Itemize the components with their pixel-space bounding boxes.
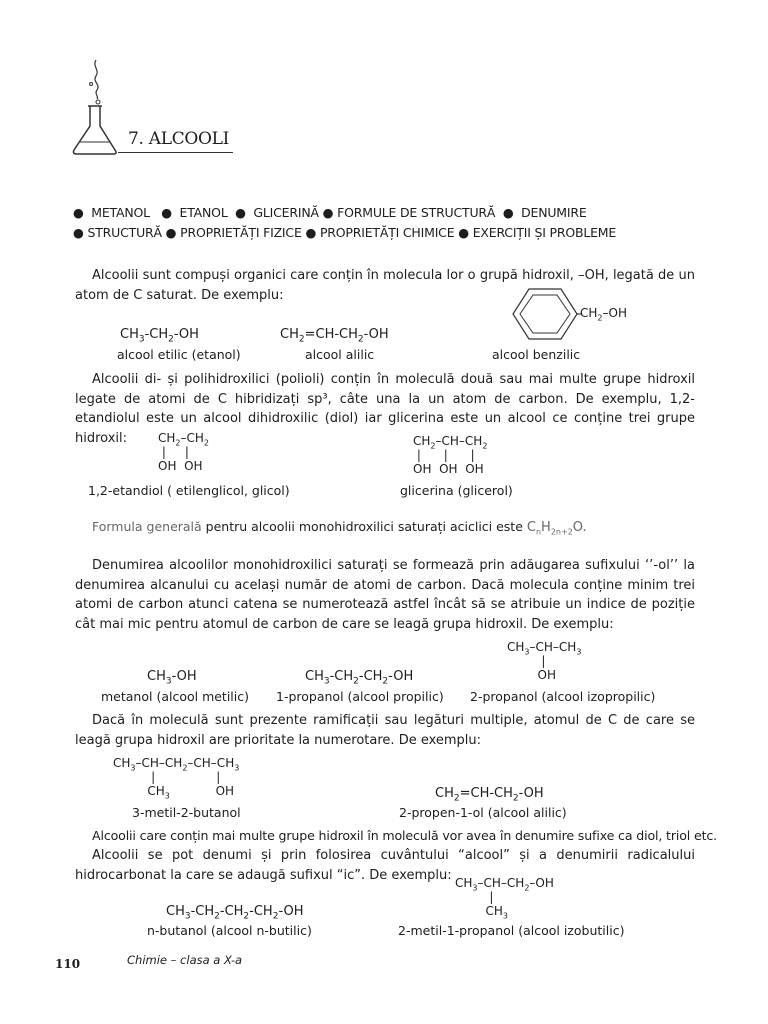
bullet-icon: ●	[458, 225, 469, 240]
page-number: 110	[55, 957, 81, 971]
bullet-icon: ●	[73, 225, 84, 240]
topic-item: PROPRIETĂȚI FIZICE	[180, 225, 302, 240]
isobutanol-structure: $CH_3-CH-CH_2-OH$ | $CH_3$	[455, 876, 554, 921]
benzyl-ch2oh: $CH_2-OH$	[580, 306, 627, 323]
label-butanol: n-butanol (alcool n-butilic)	[147, 923, 312, 938]
bullet-icon: ●	[165, 225, 177, 240]
book-title: Chimie – clasa a X-a	[127, 953, 243, 967]
label-methylbutanol: 3-metil-2-butanol	[132, 805, 241, 820]
label-glycerol: glicerina (glicerol)	[400, 483, 513, 498]
naming-paragraph: Denumirea alcoolilor monohidroxilici saturați se formează prin adăugarea sufixului ‘’-ol’’ la denumirea alcanului cu același număr de atomi de carbon. Dacă molecula conține minim trei atomi de carbon atunci catena se numerotează astfel încât să se atribuie un indice de poziție cât mai mic pentru atomul de carbon de care se leagă grupa hidroxil. De exemplu:	[75, 558, 695, 632]
topic-item: DENUMIRE	[521, 205, 587, 220]
ethanediol-structure: $CH_2-CH_2$ | | OH OH	[158, 431, 209, 473]
propanol1-formula: $CH_3-CH_2-CH_2-OH$	[305, 669, 414, 687]
label-propanol2: 2-propanol (alcool izopropilic)	[470, 689, 656, 704]
bullet-icon: ●	[502, 205, 514, 220]
topics-row-2	[73, 225, 616, 240]
chapter-title: 7. ALCOOLI	[128, 129, 230, 149]
general-formula-line	[92, 519, 587, 535]
bullet-icon: ●	[73, 205, 84, 220]
propanol2-structure: $CH_3-CH-CH_3$ | OH	[507, 640, 582, 682]
allyl-formula: $CH_2=CH-CH_2-OH$	[280, 327, 389, 345]
glycerol-structure: $CH_2-CH-CH_2$ | | | OH OH OH	[413, 434, 488, 476]
general-formula-text: pentru alcoolii monohidroxilici saturați aciclici este	[201, 519, 527, 534]
label-propenol: 2-propen-1-ol (alcool alilic)	[399, 805, 567, 820]
topic-item: METANOL	[91, 205, 150, 220]
topic-item: EXERCIȚII ȘI PROBLEME	[472, 225, 617, 240]
benzene-ring-icon	[512, 287, 582, 341]
title-underline	[118, 152, 233, 153]
butanol-formula: $CH_3-CH_2-CH_2-CH_2-OH$	[166, 904, 304, 922]
topic-item: STRUCTURĂ	[87, 225, 162, 240]
radical-paragraph: Alcoolii se pot denumi și prin folosirea cuvântului “alcool” și a denumirii radicalului hidrocarbonat la care se adaugă sufixul “ic”. De exemplu:	[75, 848, 695, 883]
methanol-formula: $CH_3-OH$	[147, 669, 197, 687]
methylbutanol-structure: $CH_3-CH-CH_2-CH-CH_3$ | | $CH_3$ OH	[113, 756, 240, 801]
bullet-icon: ●	[305, 225, 317, 240]
label-allyl: alcool alilic	[305, 347, 375, 362]
topic-item: GLICERINĂ	[253, 205, 319, 220]
label-ethanediol: 1,2-etandiol ( etilenglicol, glicol)	[88, 483, 290, 498]
general-formula-label: Formula generală	[92, 519, 202, 534]
topics-row-1	[73, 205, 587, 220]
label-benzyl: alcool benzilic	[492, 347, 581, 362]
flask-icon	[68, 58, 118, 156]
topic-item: PROPRIETĂȚI CHIMICE	[319, 225, 455, 240]
label-isobutanol: 2-metil-1-propanol (alcool izobutilic)	[398, 923, 625, 938]
bullet-icon: ●	[161, 205, 172, 220]
bullet-icon: ●	[322, 205, 334, 220]
intro-paragraph: Alcoolii sunt compuși organici care conțin în molecula lor o grupă hidroxil, –OH, legată de un atom de C saturat. De exemplu:	[75, 268, 695, 303]
topic-item: ETANOL	[179, 205, 228, 220]
general-formula: $C_nH_{2n+2}O$.	[526, 520, 587, 537]
label-methanol: metanol (alcool metilic)	[101, 689, 250, 704]
label-ethanol: alcool etilic (etanol)	[117, 347, 241, 362]
bullet-icon: ●	[235, 205, 246, 220]
label-propanol1: 1-propanol (alcool propilic)	[276, 689, 444, 704]
polyols-paragraph: Alcoolii di- și polihidroxilici (polioli) conțin în moleculă două sau mai multe grupe hidroxil legate de atomi de C hibridizați sp³, câte una la un atom de carbon. De exemplu, 1,2-etandiolul este un alcool dihidroxilic (diol) iar glicerina este un alcool ce conține trei grupe hidroxil:	[75, 372, 695, 446]
suffixes-paragraph: Alcoolii care conțin mai multe grupe hidroxil în moleculă vor avea în denumire sufixe ca diol, triol etc.	[92, 828, 717, 843]
topic-item: FORMULE DE STRUCTURĂ	[337, 205, 496, 220]
ethanol-formula: $CH_3-CH_2-OH$	[120, 327, 199, 345]
branched-paragraph: Dacă în moleculă sunt prezente ramificații sau legături multiple, atomul de C de care se leagă grupa hidroxil are prioritate la numerotare. De exemplu:	[75, 713, 695, 748]
propenol-formula: $CH_2=CH-CH_2-OH$	[435, 786, 544, 804]
